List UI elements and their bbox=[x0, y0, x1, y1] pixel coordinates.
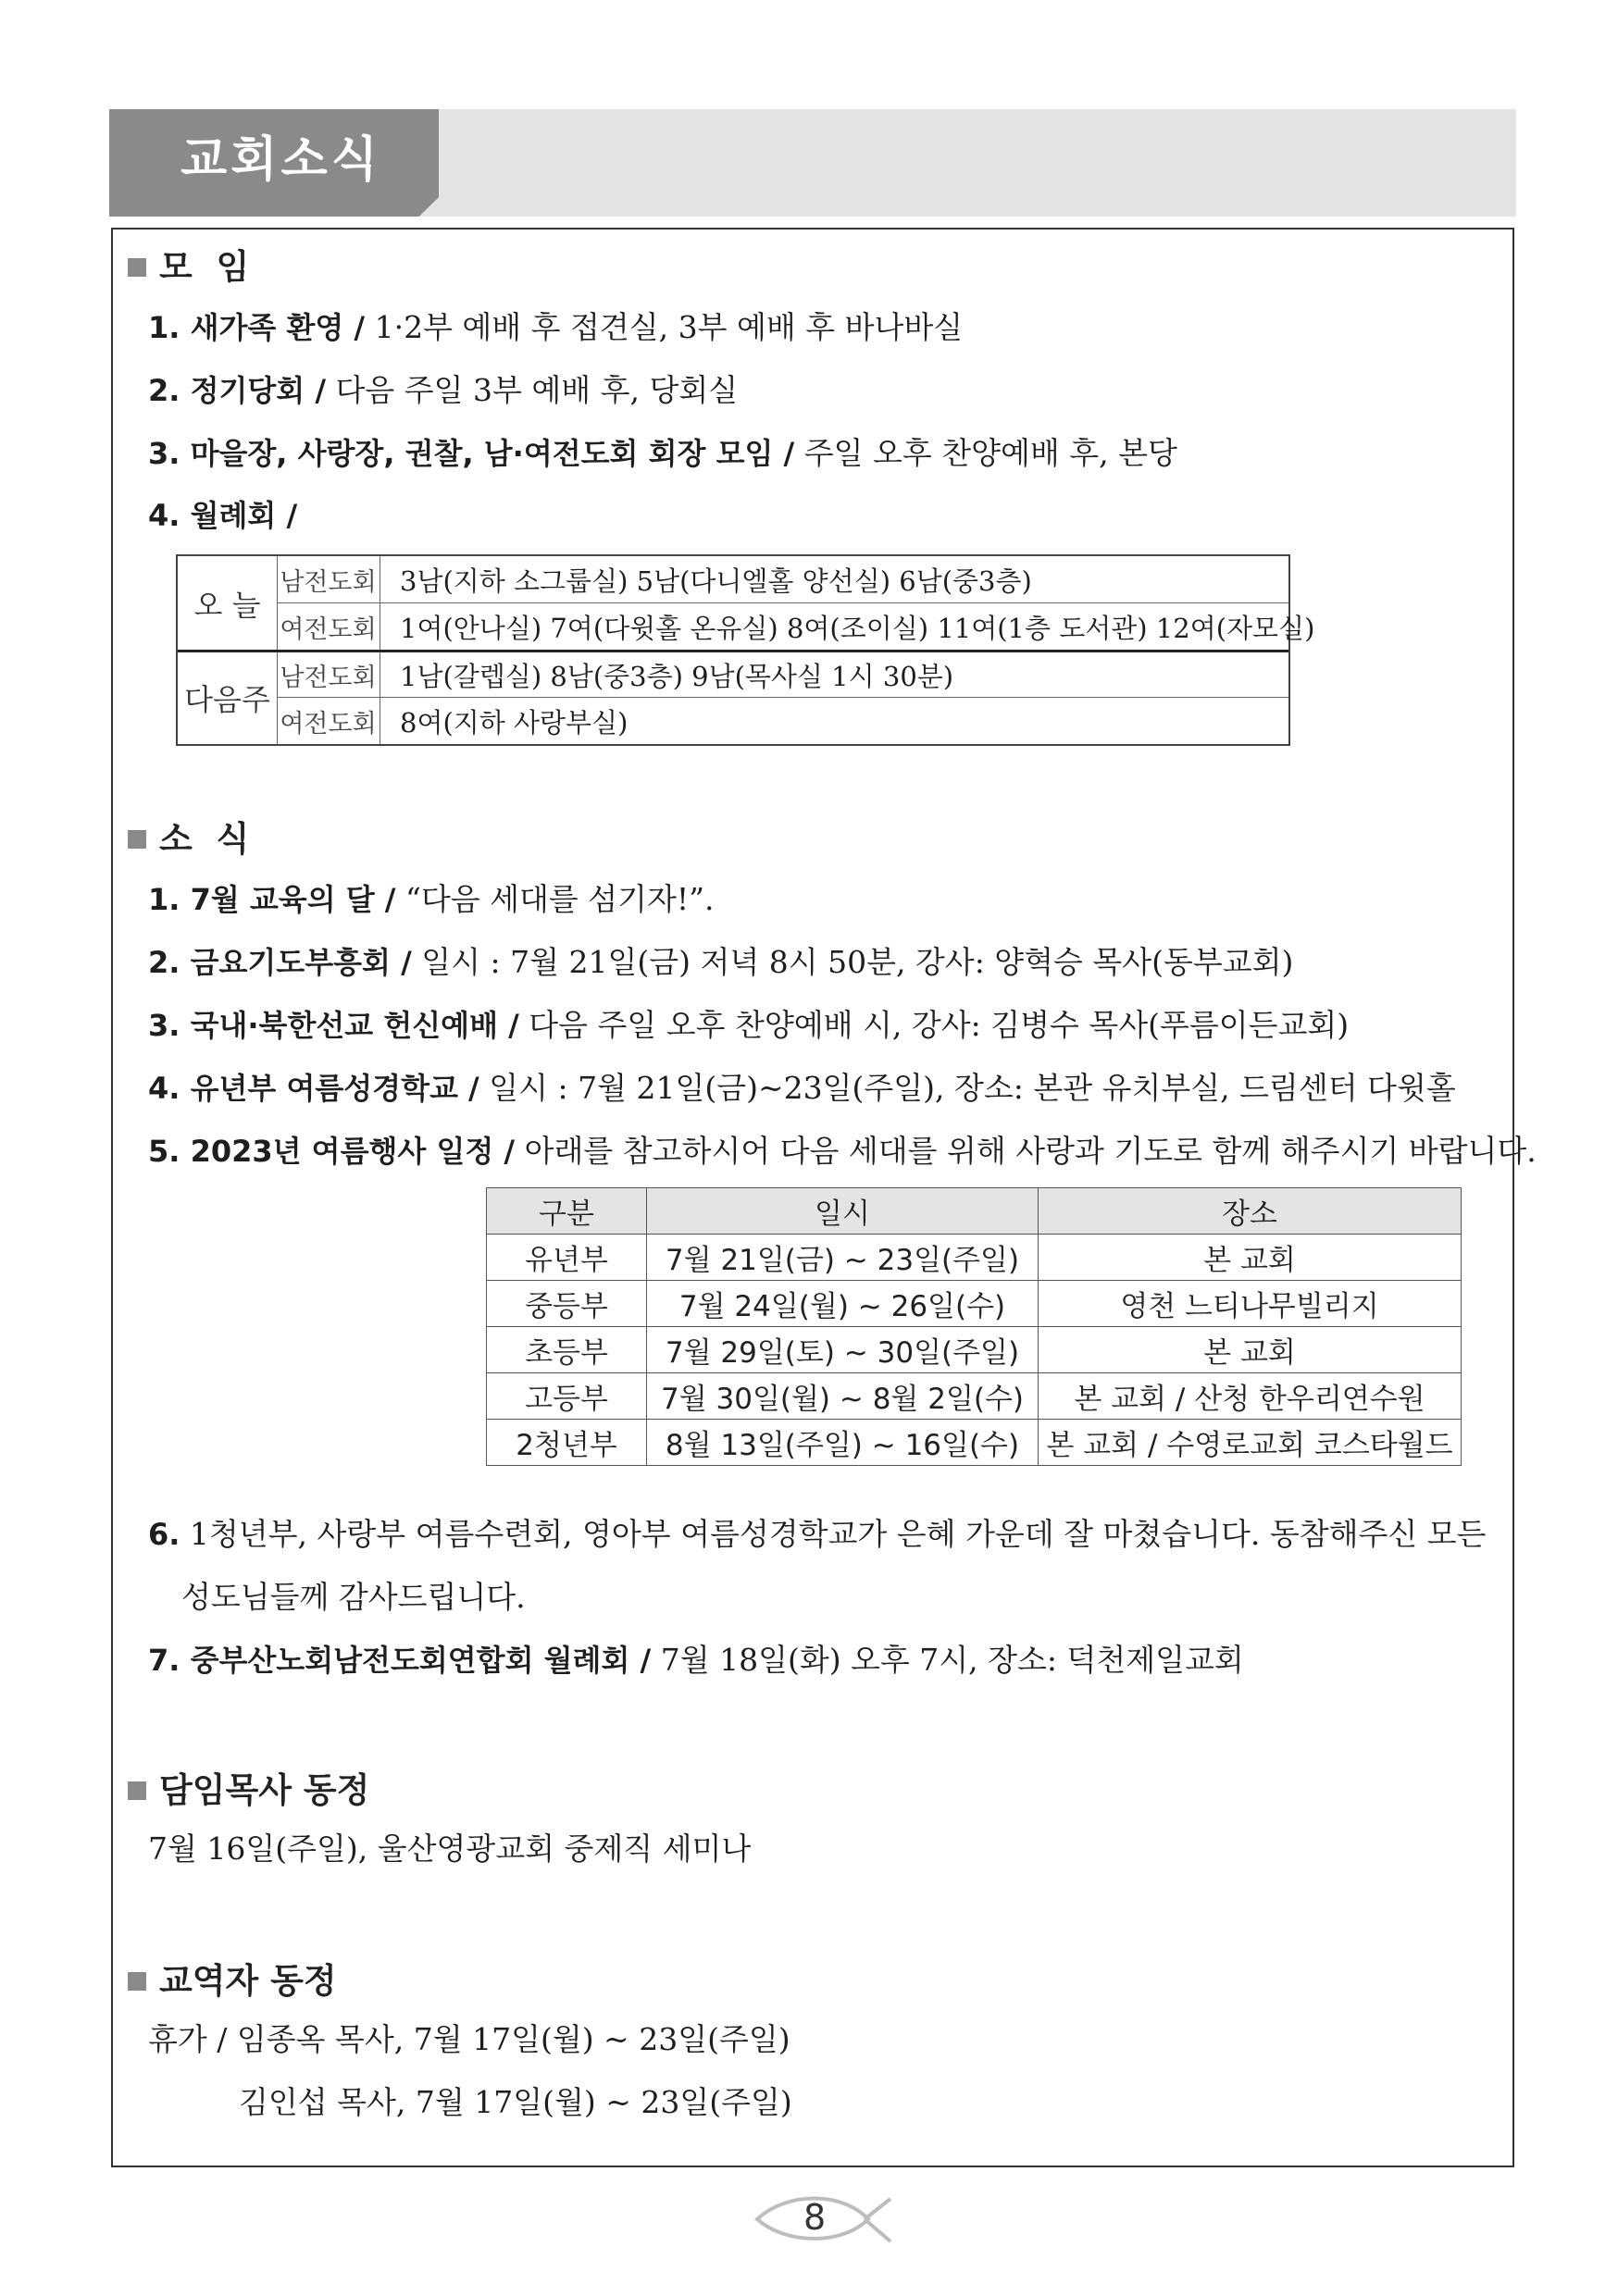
news-item-1: 1. 7월 교육의 달 / “다음 세대를 섬기자!”. bbox=[148, 881, 715, 917]
table-cell: 본 교회 / 산청 한우리연수원 bbox=[1039, 1373, 1462, 1420]
row-category: 남전도회 bbox=[280, 663, 377, 692]
meeting-item-1: 1. 새가족 환영 / 1·2부 예배 후 접견실, 3부 예배 후 바나바실 bbox=[148, 309, 964, 345]
table-cell: 8월 13일(주일) ~ 16일(수) bbox=[647, 1420, 1039, 1466]
table-cell: 2청년부 bbox=[487, 1420, 647, 1466]
monthly-meeting-table bbox=[176, 554, 1315, 746]
page-title: 교회소식 bbox=[180, 132, 381, 188]
square-bullet-icon bbox=[128, 1972, 146, 1991]
table-cell: 7월 21일(금) ~ 23일(주일) bbox=[647, 1235, 1039, 1281]
square-bullet-icon bbox=[128, 1781, 146, 1800]
meeting-item-2: 2. 정기당회 / 다음 주일 3부 예배 후, 당회실 bbox=[148, 372, 739, 408]
page-number: 8 bbox=[803, 2197, 827, 2238]
summer-event-table bbox=[486, 1187, 1462, 1466]
row-value: 1남(갈렙실) 8남(중3층) 9남(목사실 1시 30분) bbox=[400, 660, 954, 692]
table-cell: 본 교회 bbox=[1039, 1327, 1462, 1373]
news-item-7: 7. 중부산노회남전도회연합회 월례회 / 7월 18일(화) 오후 7시, 장소: 덕천제일교회 bbox=[148, 1642, 1244, 1678]
row-category: 여전도회 bbox=[280, 614, 377, 644]
header-cell: 구분 bbox=[487, 1188, 647, 1235]
row-value: 8여(지하 사랑부실) bbox=[400, 706, 629, 738]
page-number-emblem bbox=[750, 2186, 898, 2251]
meeting-item-3: 3. 마을장, 사랑장, 권찰, 남·여전도회 회장 모임 / 주일 오후 찬양예배 후, 본당 bbox=[148, 435, 1177, 471]
news-item-6-continued: 성도님들께 감사드립니다. bbox=[181, 1579, 526, 1615]
meeting-item-4: 4. 월례회 / bbox=[148, 498, 298, 533]
section-heading-ministers: 교역자 동정 bbox=[128, 1953, 337, 2003]
row-category: 여전도회 bbox=[280, 709, 377, 738]
table-header-row bbox=[487, 1188, 1462, 1235]
header-cell: 장소 bbox=[1039, 1188, 1462, 1235]
table-row bbox=[487, 1373, 1462, 1420]
square-bullet-icon bbox=[128, 258, 146, 277]
table-cell: 영천 느티나무빌리지 bbox=[1039, 1281, 1462, 1327]
table-divider bbox=[277, 697, 1288, 698]
table-cell: 본 교회 bbox=[1039, 1235, 1462, 1281]
table-cell: 본 교회 / 수영로교회 코스타월드 bbox=[1039, 1420, 1462, 1466]
news-item-6: 6. 1청년부, 사랑부 여름수련회, 영아부 여름성경학교가 은혜 가운데 잘 마쳤습니다. 동참해주신 모든 bbox=[148, 1516, 1487, 1552]
news-item-5: 5. 2023년 여름행사 일정 / 아래를 참고하시어 다음 세대를 위해 사랑과 기도로 함께 해주시기 바랍니다. bbox=[148, 1133, 1537, 1169]
table-row bbox=[487, 1420, 1462, 1466]
table-cell: 중등부 bbox=[487, 1281, 647, 1327]
row-value: 3남(지하 소그룹실) 5남(다니엘홀 양선실) 6남(중3층) bbox=[400, 565, 1032, 597]
table-cell: 초등부 bbox=[487, 1327, 647, 1373]
row-category: 남전도회 bbox=[280, 567, 377, 597]
minister-activity-line: 김인섭 목사, 7월 17일(월) ~ 23일(주일) bbox=[239, 2084, 792, 2120]
news-item-2: 2. 금요기도부흥회 / 일시 : 7월 21일(금) 저녁 8시 50분, 강사: 양혁승 목사(동부교회) bbox=[148, 944, 1294, 980]
minister-activity-line: 휴가 / 임종옥 목사, 7월 17일(월) ~ 23일(주일) bbox=[148, 2021, 790, 2057]
row-value: 1여(안나실) 7여(다윗홀 온유실) 8여(조이실) 11여(1층 도서관) 12여(자모실) bbox=[400, 612, 1315, 644]
section-heading-meetings: 모 임 bbox=[128, 239, 249, 289]
group-next-week: 다음주 bbox=[184, 682, 270, 717]
section-heading-pastor: 담임목사 동정 bbox=[128, 1762, 369, 1812]
table-cell: 유년부 bbox=[487, 1235, 647, 1281]
table-row bbox=[487, 1281, 1462, 1327]
square-bullet-icon bbox=[128, 830, 146, 849]
pastor-activity-line: 7월 16일(주일), 울산영광교회 중제직 세미나 bbox=[148, 1831, 752, 1867]
table-cell: 7월 29일(토) ~ 30일(주일) bbox=[647, 1327, 1039, 1373]
section-heading-news: 소 식 bbox=[128, 811, 249, 861]
table-cell: 고등부 bbox=[487, 1373, 647, 1420]
table-row bbox=[487, 1327, 1462, 1373]
table-row bbox=[487, 1235, 1462, 1281]
table-cell: 7월 24일(월) ~ 26일(수) bbox=[647, 1281, 1039, 1327]
table-thick-divider bbox=[178, 650, 1288, 652]
news-item-3: 3. 국내·북한선교 헌신예배 / 다음 주일 오후 찬양예배 시, 강사: 김병수 목사(푸름이든교회) bbox=[148, 1007, 1350, 1043]
news-item-4: 4. 유년부 여름성경학교 / 일시 : 7월 21일(금)~23일(주일), 장소: 본관 유치부실, 드림센터 다윗홀 bbox=[148, 1070, 1456, 1106]
group-today: 오 늘 bbox=[193, 588, 261, 623]
header-cell: 일시 bbox=[647, 1188, 1039, 1235]
table-divider bbox=[277, 602, 1288, 603]
table-cell: 7월 30일(월) ~ 8월 2일(수) bbox=[647, 1373, 1039, 1420]
